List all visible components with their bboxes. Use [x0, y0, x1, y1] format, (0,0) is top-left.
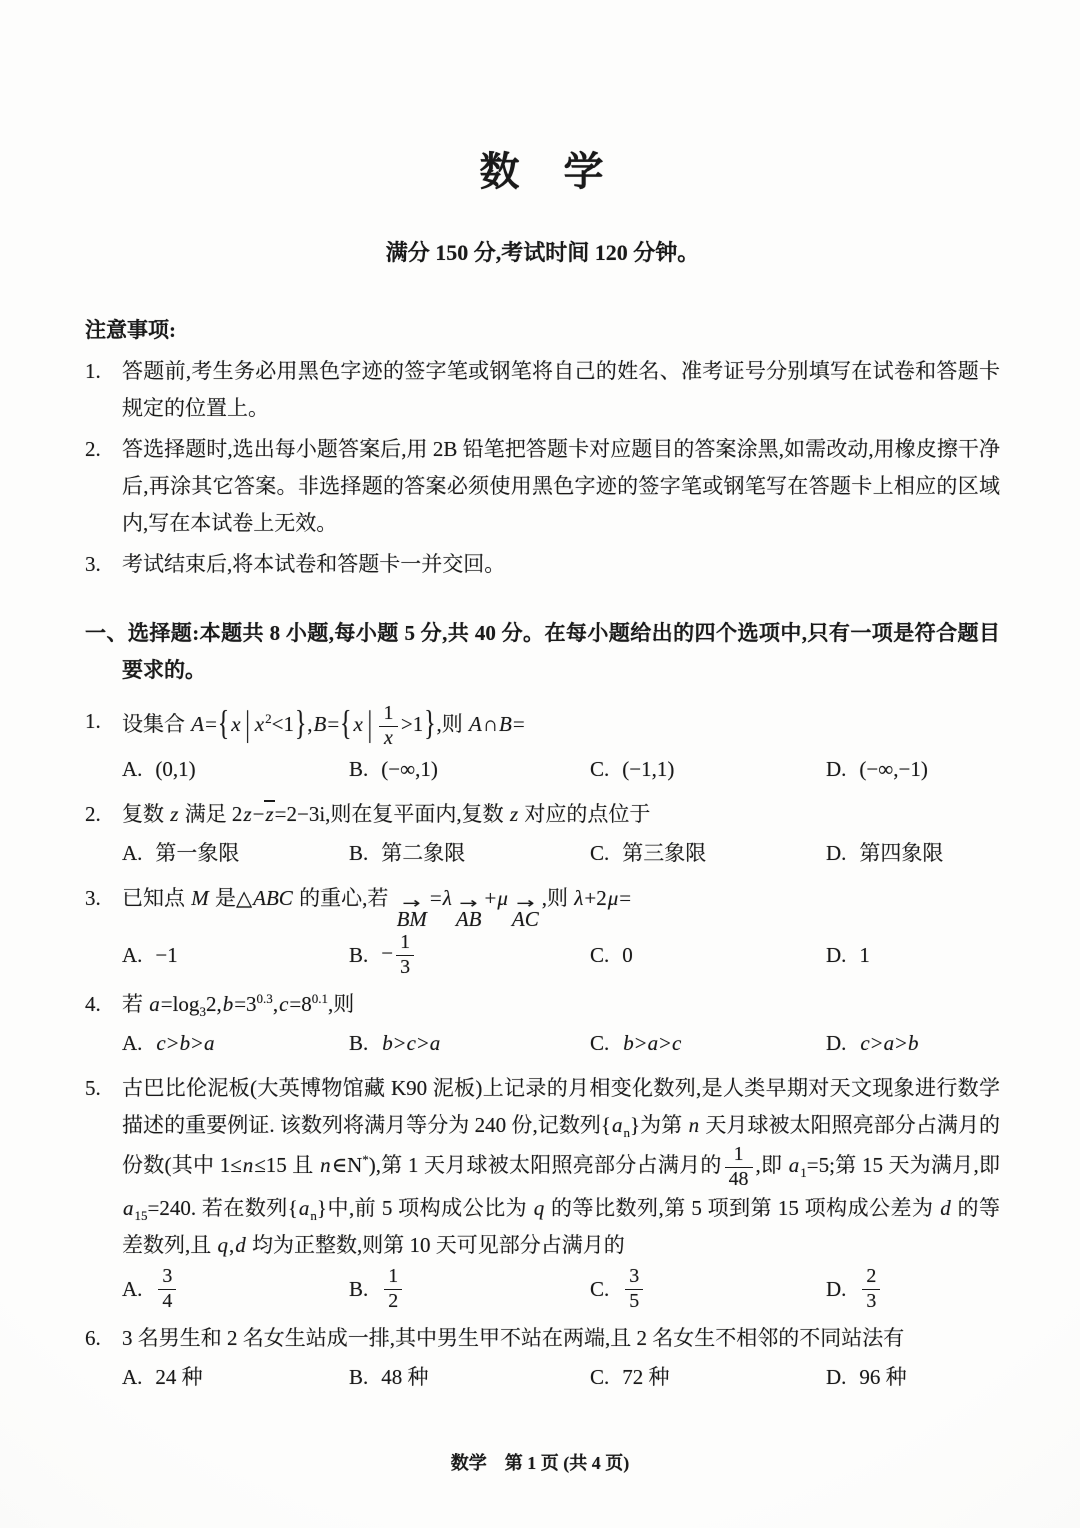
option-d	[826, 751, 1000, 788]
option-b	[349, 1266, 590, 1312]
notice-item-1	[85, 353, 1000, 427]
option-text: (−∞,1)	[381, 757, 438, 782]
option-b	[349, 751, 590, 788]
exam-subtitle: 满分 150 分,考试时间 120 分钟。	[385, 240, 700, 265]
option-label: A.	[122, 1365, 143, 1390]
option-text: −1	[155, 942, 178, 967]
option-label: D.	[826, 1276, 847, 1301]
notice-item-number: 3.	[85, 552, 101, 576]
option-c	[590, 932, 826, 978]
option-text: $\frac{3}{5}$	[622, 1266, 646, 1312]
option-label: C.	[590, 1276, 610, 1301]
exam-title: 数 学	[479, 149, 606, 194]
question-stem-row	[85, 1320, 1000, 1357]
option-b	[349, 932, 590, 978]
option-d	[826, 1266, 1000, 1312]
question-stem: 古巴比伦泥板(大英博物馆藏 K90 泥板)上记录的月相变化数列,是人类早期对天文现象进行数学描述的重要例证. 该数列将满月等分为 240 份,记数列$\{a_n\}$为第 n 天月球被太阳照亮部分占满月的份数(其中 1≤n≤15 且 n∈N*),第 1 天月球被太阳照亮部分占满月的 $\frac{1}{48}$ ,即 $a_1=5$;第 15 天为满月,即 $a_{15}=240$. 若在数列$\{a_n\}$中,前 5 项构成公比为 q 的等比数列,第 5 项到第 15 项构成公差为 d 的等差数列,且 q,d 均为正整数,则第 10 天可见部分占满月的	[122, 1076, 1000, 1258]
option-text: 24 种	[155, 1365, 203, 1390]
notice-item-text: 答选择题时,选出每小题答案后,用 2B 铅笔把答题卡对应题目的答案涂黑,如需改动,用橡皮擦干净后,再涂其它答案。非选择题的答案必须使用黑色字迹的签字笔或钢笔写在答题卡上相应的区域内,写在本试卷上无效。	[122, 437, 1000, 535]
option-label: D.	[826, 1031, 847, 1056]
option-d	[826, 1025, 1000, 1062]
option-text: 0	[622, 942, 633, 967]
option-text: $\frac{3}{4}$	[155, 1266, 179, 1312]
option-c	[590, 835, 826, 872]
option-label: C.	[590, 757, 610, 782]
option-b	[349, 835, 590, 872]
option-a	[122, 1266, 349, 1312]
option-label: C.	[590, 1031, 610, 1056]
option-a	[122, 932, 349, 978]
notice-item-3	[85, 546, 1000, 583]
section-heading-choice-questions: 一、选择题:本题共 8 小题,每小题 5 分,共 40 分。在每小题给出的四个选项中,只有一项是符合题目要求的。	[85, 621, 1000, 682]
option-label: B.	[349, 1031, 369, 1056]
question-stem: 3 名男生和 2 名女生站成一排,其中男生甲不站在两端,且 2 名女生不相邻的不同站法有	[122, 1326, 905, 1351]
option-text: c>b>a	[156, 1031, 215, 1056]
option-text: 第一象限	[155, 841, 240, 866]
option-text: $\frac{2}{3}$	[859, 1266, 883, 1312]
option-label: C.	[590, 942, 610, 967]
question-2	[85, 796, 1000, 872]
options-row	[122, 1025, 1000, 1062]
question-stem: 已知点 M 是△ABC 的重心,若 → BM =λ → AB +μ → AC ,则 λ+2μ=	[122, 886, 632, 932]
option-text: b>c>a	[382, 1031, 441, 1056]
option-a	[122, 1025, 349, 1062]
notice-item-text: 答题前,考生务必用黑色字迹的签字笔或钢笔将自己的姓名、准考证号分别填写在试卷和答题卡规定的位置上。	[122, 359, 1000, 420]
option-label: A.	[122, 1276, 143, 1301]
question-5	[85, 1070, 1000, 1312]
notice-heading: 注意事项:	[85, 318, 176, 342]
question-number: 3.	[85, 886, 101, 911]
option-label: B.	[349, 942, 369, 967]
option-d	[826, 835, 1000, 872]
question-number: 2.	[85, 802, 101, 827]
option-label: D.	[826, 841, 847, 866]
option-label: B.	[349, 841, 369, 866]
option-text: (−∞,−1)	[859, 757, 928, 782]
option-c	[590, 1359, 826, 1396]
option-label: D.	[826, 757, 847, 782]
option-label: B.	[349, 757, 369, 782]
option-text: b>a>c	[623, 1031, 682, 1056]
option-b	[349, 1359, 590, 1396]
option-text: 96 种	[859, 1365, 907, 1390]
option-text: (0,1)	[155, 757, 196, 782]
option-c	[590, 1025, 826, 1062]
options-row	[122, 1266, 1000, 1312]
question-number: 6.	[85, 1326, 101, 1351]
option-text: 第三象限	[622, 841, 707, 866]
option-label: C.	[590, 1365, 610, 1390]
notice-item-number: 2.	[85, 437, 101, 461]
option-text: $\frac{1}{2}$	[381, 1266, 405, 1312]
option-text: 第二象限	[381, 841, 466, 866]
option-label: A.	[122, 841, 143, 866]
option-label: B.	[349, 1276, 369, 1301]
question-3	[85, 880, 1000, 978]
option-d	[826, 932, 1000, 978]
notice-item-2	[85, 431, 1000, 542]
option-b	[349, 1025, 590, 1062]
notice-item-text: 考试结束后,将本试卷和答题卡一并交回。	[122, 552, 506, 576]
option-label: D.	[826, 1365, 847, 1390]
option-label: B.	[349, 1365, 369, 1390]
option-a	[122, 835, 349, 872]
options-row	[122, 932, 1000, 978]
option-c	[590, 1266, 826, 1312]
option-label: A.	[122, 1031, 143, 1056]
option-text: 第四象限	[859, 841, 944, 866]
option-text: 48 种	[381, 1365, 429, 1390]
options-row	[122, 835, 1000, 872]
option-d	[826, 1359, 1000, 1396]
option-a	[122, 1359, 349, 1396]
notice-item-number: 1.	[85, 359, 101, 383]
option-a	[122, 751, 349, 788]
option-label: A.	[122, 757, 143, 782]
options-row	[122, 1359, 1000, 1396]
option-text: 1	[859, 942, 870, 967]
question-stem-row	[85, 880, 1000, 930]
option-text: 72 种	[622, 1365, 670, 1390]
question-6	[85, 1320, 1000, 1396]
option-text: c>a>b	[860, 1031, 919, 1056]
question-stem-row	[85, 1070, 1000, 1264]
option-text: (−1,1)	[622, 757, 675, 782]
page-footer: 数学 第 1 页 (共 4 页)	[450, 1453, 630, 1473]
question-stem-row	[85, 986, 1000, 1023]
question-number: 4.	[85, 992, 101, 1017]
option-label: D.	[826, 942, 847, 967]
question-stem-row	[85, 796, 1000, 833]
question-1	[85, 703, 1000, 788]
question-number: 5.	[85, 1076, 101, 1101]
option-label: C.	[590, 841, 610, 866]
question-stem-row	[85, 703, 1000, 749]
options-row	[122, 751, 1000, 788]
option-c	[590, 751, 826, 788]
question-4	[85, 986, 1000, 1062]
question-stem: 若 $a=\log_32,b=3^{0.3},c=8^{0.1}$,则	[122, 991, 355, 1020]
option-text: − $\frac{1}{3}$	[381, 932, 417, 978]
question-number: 1.	[85, 709, 101, 733]
question-stem: 设集合 A={x | $x^2<1\},B=\{x$ | $\frac{1}{x}$ >1},则 A∩B=	[122, 702, 525, 749]
question-stem: 复数 z 满足 2z−z=2−3i,则在复平面内,复数 z 对应的点位于	[122, 802, 651, 827]
option-label: A.	[122, 942, 143, 967]
